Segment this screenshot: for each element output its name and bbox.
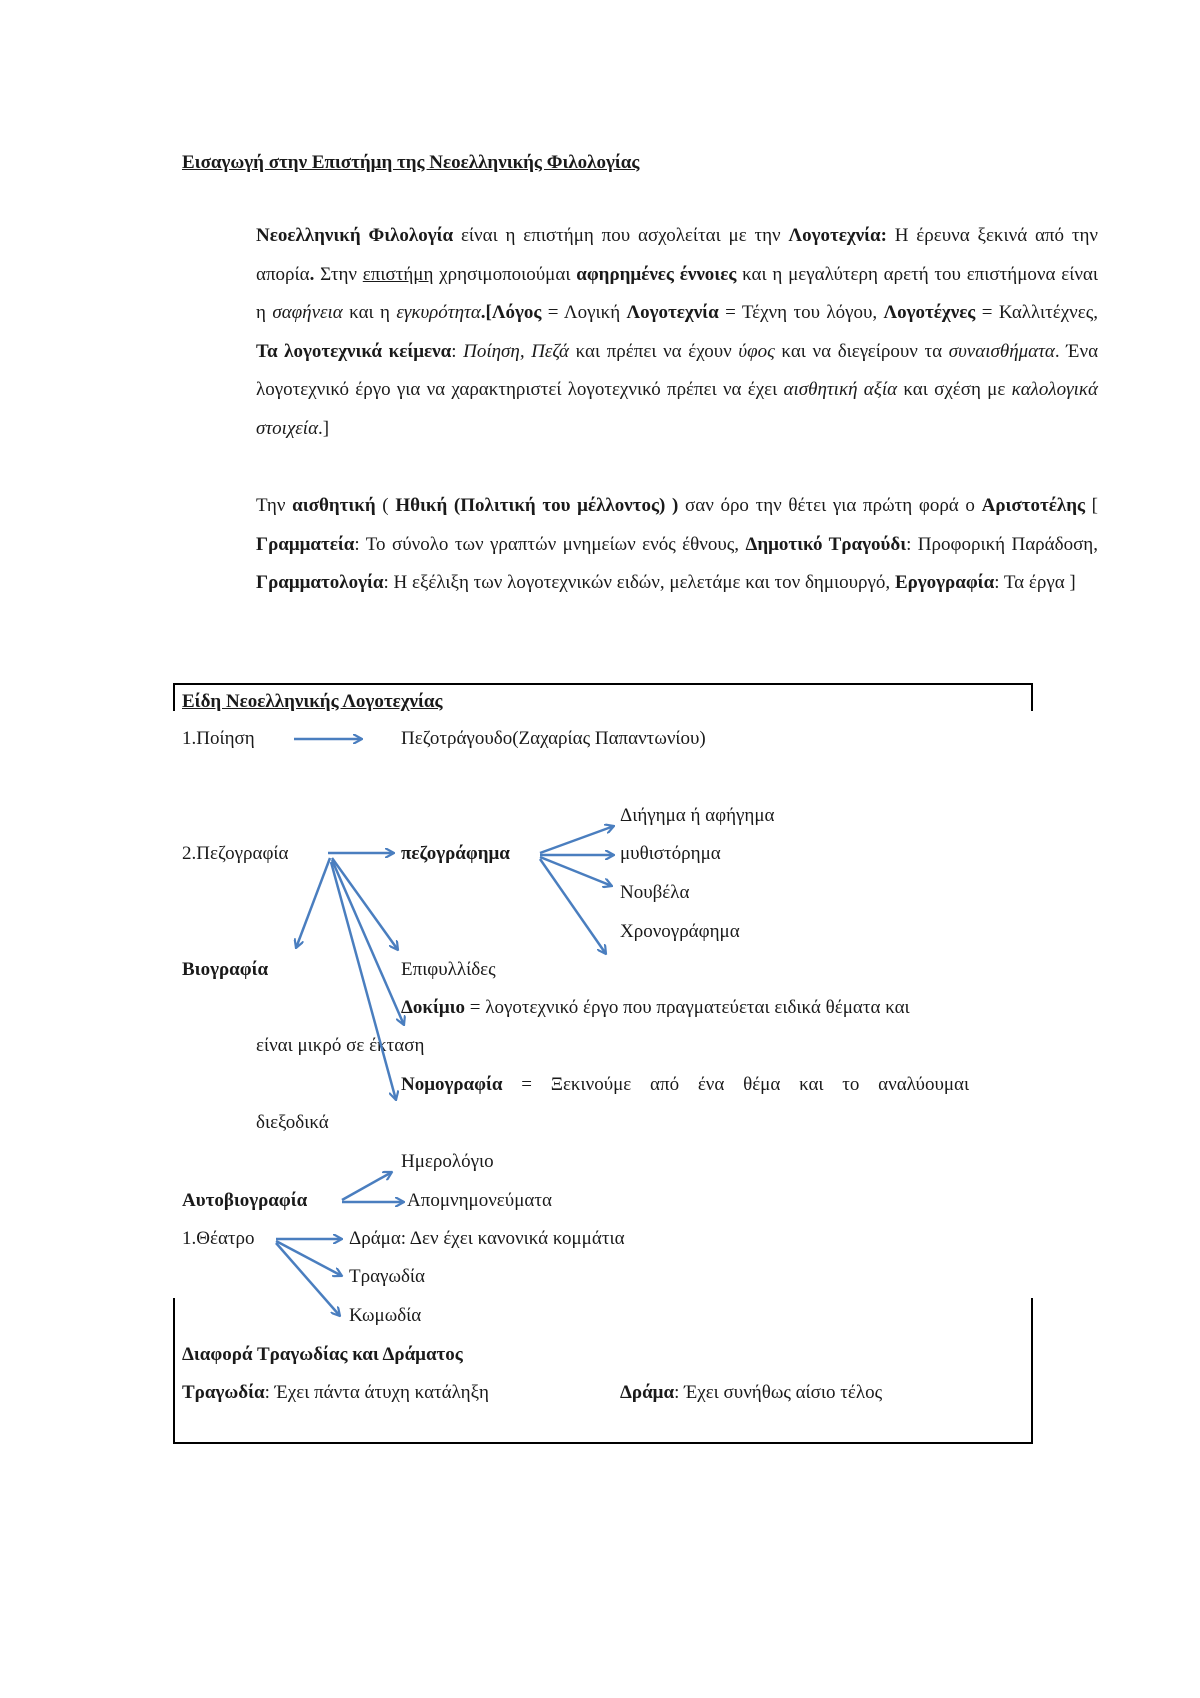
arrow-diigima	[540, 826, 614, 853]
genre-autobiografia: Αυτοβιογραφία	[182, 1190, 308, 1211]
genre-nouvela: Νουβέλα	[620, 882, 690, 903]
genre-imerologio: Ημερολόγιο	[401, 1151, 494, 1172]
difference-tragodia-text: : Έχει πάντα άτυχη κατάληξη	[264, 1382, 489, 1403]
nomografia-definition: = Ξεκινούμε από ένα θέμα και το αναλύουμαι	[502, 1074, 970, 1095]
genre-prose: 2.Πεζογραφία	[182, 843, 289, 864]
arrow-chronografima	[540, 859, 606, 954]
nomografia-term: Νομογραφία	[401, 1074, 503, 1095]
arrow-imerologio	[342, 1172, 392, 1200]
intro-paragraph-2: Την αισθητική ( Ηθική (Πολιτική του μέλλοντος) ) σαν όρο την θέτει για πρώτη φορά ο Αριστοτέλης [ Γραμματεία: Το σύνολο των γραπτών μνημείων ενός έθνους, Δημοτικό Τραγούδι: Προφορική Παράδοση, Γραμματολογία: Η εξέλιξη των λογοτεχνικών ειδών, μελετάμε και τον δημιουργό, Εργογραφία: Τα έργα ]	[256, 495, 1098, 593]
page-title: Εισαγωγή στην Επιστήμη της Νεοελληνικής Φιλολογίας	[182, 152, 640, 173]
arrow-nouvela	[540, 857, 612, 886]
dokimio-definition: = λογοτεχνικό έργο που πραγματεύεται ειδικά θέματα και	[465, 997, 910, 1018]
genre-drama: Δράμα: Δεν έχει κανονικά κομμάτια	[349, 1228, 625, 1249]
genre-apomnimonevmata: Απομνημονεύματα	[407, 1190, 552, 1211]
dokimio-term: Δοκίμιο	[401, 997, 466, 1018]
arrow-biografia	[296, 858, 330, 948]
genre-komodia: Κωμωδία	[349, 1305, 422, 1326]
difference-drama-label: Δράμα	[620, 1382, 675, 1403]
genre-epifyllides: Επιφυλλίδες	[401, 959, 496, 980]
genre-biografia: Βιογραφία	[182, 959, 269, 980]
dokimio-definition-cont: είναι μικρό σε έκταση	[256, 1035, 425, 1056]
genre-chronografima: Χρονογράφημα	[620, 921, 740, 942]
nomografia-definition-cont: διεξοδικά	[256, 1112, 329, 1133]
genre-mythistorima: μυθιστόρημα	[620, 843, 721, 864]
genre-poetry: 1.Ποίηση	[182, 728, 255, 749]
arrow-nomografia	[331, 862, 396, 1100]
genre-pezografima: πεζογράφημα	[401, 843, 510, 864]
genre-pezotragoudo: Πεζοτράγουδο(Ζαχαρίας Παπαντωνίου)	[401, 728, 706, 749]
genre-diigima: Διήγημα ή αφήγημα	[620, 805, 775, 826]
difference-tragodia-label: Τραγωδία	[182, 1382, 265, 1403]
genre-theatro: 1.Θέατρο	[182, 1228, 255, 1249]
arrow-tragodia	[276, 1241, 342, 1276]
difference-heading: Διαφορά Τραγωδίας και Δράματος	[182, 1344, 463, 1365]
arrow-komodia	[276, 1243, 340, 1316]
genres-heading: Είδη Νεοελληνικής Λογοτεχνίας	[182, 691, 443, 712]
intro-paragraph-1: Νεοελληνική Φιλολογία είναι η επιστήμη που ασχολείται με την Λογοτεχνία: Η έρευνα ξεκινά από την απορία. Στην επιστήμη χρησιμοποιούμαι αφηρημένες έννοιες και η μεγαλύτερη αρετή του επιστήμονα είναι η σαφήνεια και η εγκυρότητα.[Λόγος = Λογική Λογοτεχνία = Τέχνη του λόγου, Λογοτέχνες = Καλλιτέχνες, Τα λογοτεχνικά κείμενα: Ποίηση, Πεζά και πρέπει να έχουν ύφος και να διεγείρουν τα συναισθήματα. Ένα λογοτεχνικό έργο για να χαρακτηριστεί λογοτεχνικό πρέπει να έχει αισθητική αξία και σχέση με καλολογικά στοιχεία.]	[256, 225, 1099, 439]
difference-drama-text: : Έχει συνήθως αίσιο τέλος	[674, 1382, 883, 1403]
genre-tragodia: Τραγωδία	[349, 1266, 425, 1287]
